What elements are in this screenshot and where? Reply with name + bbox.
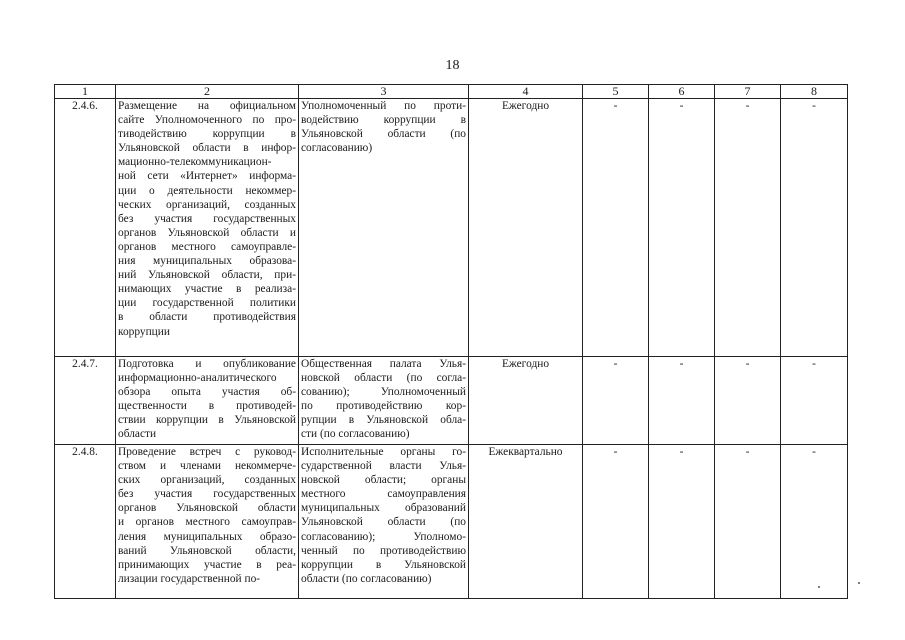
table-row <box>55 99 848 357</box>
column-header: 8 <box>781 85 848 99</box>
executor-line: Ульяновской области (по <box>301 516 466 529</box>
executor-line: коррупции в Ульяновской <box>301 558 466 571</box>
responsible-executor <box>299 99 469 357</box>
column-header: 2 <box>116 85 299 99</box>
description-line: ной сети «Интернет» информа- <box>118 170 296 183</box>
description-line: щественности в противодей- <box>118 400 296 413</box>
executor-line: муниципальных образований <box>301 502 466 515</box>
executor-line: сударственной власти Улья- <box>301 460 466 473</box>
column-header: 5 <box>583 85 649 99</box>
funding-cell: - <box>715 445 781 599</box>
row-number: 2.4.7. <box>55 357 116 445</box>
funding-cell: - <box>781 445 848 599</box>
description-line: ских организаций, созданных <box>118 474 296 487</box>
activities-table <box>54 84 848 599</box>
executor-line: Исполнительные органы го- <box>301 446 466 458</box>
description-line: коррупции <box>118 325 170 338</box>
execution-period: Ежеквартально <box>469 445 583 599</box>
activity-description <box>116 445 299 599</box>
executor-line: согласованию) <box>301 142 373 155</box>
description-line: лизации государственной по- <box>118 572 261 585</box>
execution-period: Ежегодно <box>469 99 583 357</box>
description-line: ции государственной политики <box>118 297 296 310</box>
scan-speck <box>858 582 860 584</box>
responsible-executor <box>299 357 469 445</box>
executor-line: ченный по противодействию <box>301 544 466 557</box>
description-line: области <box>118 428 157 441</box>
description-line: ческих организаций, созданных <box>118 198 296 211</box>
description-line: тиводействию коррупции в <box>118 128 296 141</box>
table-row <box>55 445 848 599</box>
activity-description <box>116 99 299 357</box>
executor-line: Уполномоченный по проти- <box>301 100 466 112</box>
funding-cell: - <box>649 99 715 357</box>
row-number: 2.4.8. <box>55 445 116 599</box>
description-line: органов Ульяновской области и <box>118 226 296 239</box>
column-header: 6 <box>649 85 715 99</box>
executor-line: по противодействию кор- <box>301 400 466 413</box>
description-line: и органов местного самоуправ- <box>118 516 296 529</box>
executor-line: сованию); Уполномоченный <box>301 386 466 399</box>
funding-cell: - <box>583 445 649 599</box>
header-row <box>55 85 848 99</box>
execution-period: Ежегодно <box>469 357 583 445</box>
column-header: 7 <box>715 85 781 99</box>
column-header: 3 <box>299 85 469 99</box>
executor-line: новской области (по согла- <box>301 372 466 385</box>
description-line: ции о деятельности некоммер- <box>118 184 296 197</box>
description-line: Размещение на официальном <box>118 100 296 112</box>
funding-cell: - <box>781 99 848 357</box>
executor-line: сти (по согласованию) <box>301 428 410 441</box>
funding-cell: - <box>583 357 649 445</box>
executor-line: Общественная палата Улья- <box>301 358 466 370</box>
executor-line: согласованию); Уполномо- <box>301 530 466 543</box>
description-line: мационно-телекоммуникацион- <box>118 156 272 169</box>
description-line: ний Ульяновской области, при- <box>118 269 296 282</box>
description-line: ния муниципальных образова- <box>118 255 296 268</box>
executor-line: рупции в Ульяновской обла- <box>301 414 466 427</box>
description-line: нимающих участие в реализа- <box>118 283 296 296</box>
description-line: в области противодействия <box>118 311 296 324</box>
description-line: Проведение встреч с руковод- <box>118 446 296 458</box>
column-header: 1 <box>55 85 116 99</box>
description-line: принимающих участие в реа- <box>118 558 296 571</box>
description-line: ваний Ульяновской области, <box>118 544 296 557</box>
responsible-executor <box>299 445 469 599</box>
funding-cell: - <box>715 357 781 445</box>
description-line: Ульяновской области в инфор- <box>118 142 296 155</box>
page-number: 18 <box>445 58 460 73</box>
funding-cell: - <box>649 357 715 445</box>
description-line: информационно-аналитического <box>118 372 277 385</box>
description-line: сайте Уполномоченного по про- <box>118 114 296 127</box>
description-line: ством и членами некоммерче- <box>118 460 296 473</box>
row-number: 2.4.6. <box>55 99 116 357</box>
funding-cell: - <box>715 99 781 357</box>
executor-line: новской области; органы <box>301 474 466 487</box>
activity-description <box>116 357 299 445</box>
executor-line: местного самоуправления <box>301 488 466 501</box>
description-line: без участия государственных <box>118 212 296 225</box>
description-line: органов Ульяновской области <box>118 502 296 515</box>
executor-line: водействию коррупции в <box>301 114 466 127</box>
description-line: Подготовка и опубликование <box>118 358 296 370</box>
description-line: без участия государственных <box>118 488 296 501</box>
executor-line: Ульяновской области (по <box>301 128 466 141</box>
funding-cell: - <box>781 357 848 445</box>
scan-speck <box>818 586 820 588</box>
column-header: 4 <box>469 85 583 99</box>
description-line: обзора опыта участия об- <box>118 386 296 399</box>
description-line: органов местного самоуправле- <box>118 240 296 253</box>
funding-cell: - <box>649 445 715 599</box>
description-line: ления муниципальных образо- <box>118 530 296 543</box>
description-line: ствии коррупции в Ульяновской <box>118 414 296 427</box>
executor-line: области (по согласованию) <box>301 572 432 585</box>
table-row <box>55 357 848 445</box>
funding-cell: - <box>583 99 649 357</box>
